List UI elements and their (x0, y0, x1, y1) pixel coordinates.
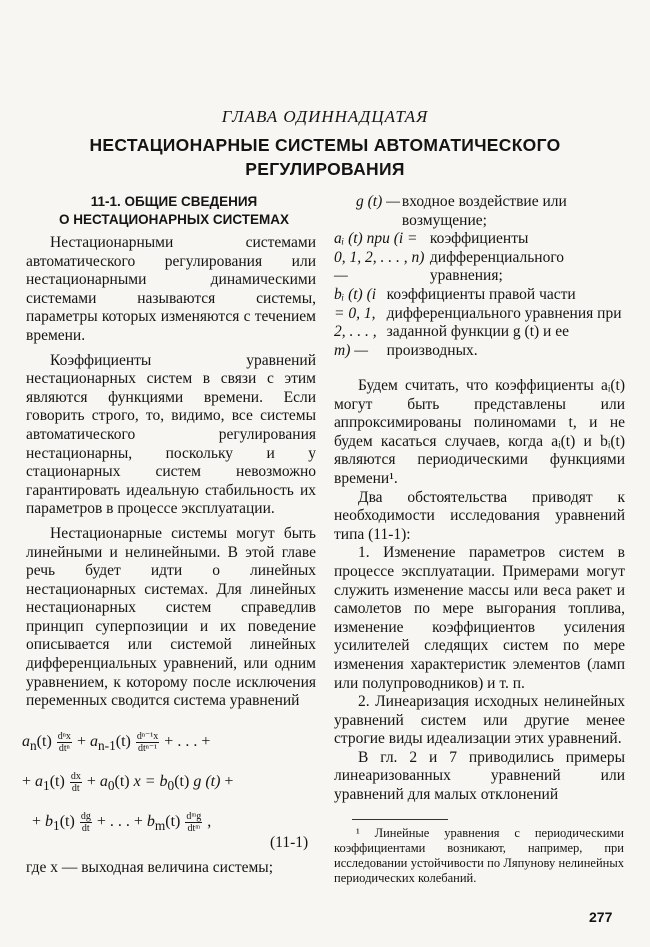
paragraph: 2. Линеаризация исходных нелинейных уравнений систем или другие менее строгие виды идеализации этих уравнений. (334, 693, 625, 748)
chapter-title-line-2: РЕГУЛИРОВАНИЯ (245, 159, 405, 179)
left-column-text (26, 234, 316, 711)
definition-item (334, 286, 626, 360)
footnote-rule (352, 819, 448, 820)
fraction: $\frac{dx}{dt}$ (70, 771, 81, 795)
paragraph: В гл. 2 и 7 приводились примеры линеаризованных уравнений или уравнений для малых отклонений (334, 748, 625, 804)
fraction: $\frac{\text{dⁿ⁻¹x}}{\text{dtⁿ⁻¹}}$ (136, 730, 159, 754)
section-heading-line-2: О НЕСТАЦИОНАРНЫХ СИСТЕМАХ (59, 212, 289, 227)
definition-term: aᵢ (t) при (i = 0, 1, 2, . . . , n) — (334, 230, 425, 285)
chapter-title (60, 133, 590, 181)
paragraph: Будем считать, что коэффициенты aᵢ(t) могут быть представлены или аппроксимированы полиномами t, и не будем касаться случаев, когда aᵢ(t) и bᵢ(t) являются периодическими функциями времени¹. (334, 377, 625, 487)
fraction: $\frac{dg}{dt}$ (80, 811, 91, 835)
definition-desc: коэффициенты правой части дифференциального уравнения при заданной функции g (t) и ее производных. (386, 285, 622, 359)
definition-desc: входное воздействие или возмущение; (401, 193, 567, 229)
chapter-title-line-1: НЕСТАЦИОНАРНЫЕ СИСТЕМЫ АВТОМАТИЧЕСКОГО (89, 135, 561, 155)
definition-list (334, 193, 626, 360)
equation-line-3: + $b_1(t)$ $\frac{dg}{dt}$ + . . . + $b_m(t)$ $\frac{\text{dᵐg}}{\text{dtᵐ}}$ , (32, 811, 212, 835)
footnote: ¹ Линейные уравнения с периодическими коэффициентами возникают, например, при исследовании устойчивости по Ляпунову нелинейных периодических колебаний. (334, 826, 624, 885)
equation-11-1 (22, 724, 322, 845)
equation-number: (11-1) (270, 834, 309, 851)
right-column-text (334, 377, 625, 805)
definition-item (334, 193, 626, 230)
paragraph: Нестационарными системами автоматического регулирования или нестационарными динамическими системами называются системы, параметры которых изменяются с течением времени. (26, 234, 316, 344)
definition-item (334, 230, 626, 286)
paragraph: Нестационарные системы могут быть линейными и нелинейными. В этой главе речь будет идти о линейных нестационарных системах. Для линейных нестационарных систем справедлив принцип суперпозиции и их поведение описывается или системой линейных дифференциальных уравнений, или одним уравнением, к которому после исключения переменных сводится система уравнений (26, 524, 316, 710)
paragraph: Коэффициенты уравнений нестационарных систем в связи с этим являются функциями времени. Если говорить строго, то, видимо, все системы автоматического регулирования нестационарны, поскольку и у стационарных систем невозможно гарантировать идеальную стабильность их параметров в процессе эксплуатации. (26, 351, 316, 518)
fraction: $\frac{\text{dᵐg}}{\text{dtᵐ}}$ (186, 811, 202, 835)
equation-line-2: + $a_1(t)$ $\frac{dx}{dt}$ + $a_0(t) x = b_0(t)$ g (t) + (22, 771, 234, 795)
section-heading-line-1: 11-1. ОБЩИЕ СВЕДЕНИЯ (90, 194, 258, 209)
where-clause: где x — выходная величина системы; (26, 859, 274, 876)
equation-line-1: $a_n(t)$ $\frac{\text{dⁿx}}{\text{dtⁿ}}$ + $a_{n-1}(t)$ $\frac{\text{dⁿ⁻¹x}}{\text{dtⁿ⁻¹}}$ + . . . + (22, 730, 211, 754)
chapter-label: ГЛАВА ОДИННАДЦАТАЯ (221, 107, 429, 126)
page-number: 277 (589, 909, 613, 925)
paragraph: 1. Изменение параметров систем в процессе эксплуатации. Примерами могут служить изменение массы или веса ракет и самолетов по мере выгорания топлива, изменение коэффициентов усиления усилителей следящих систем по мере изменения характеристик элементов (ламп или полупроводников) и т. п. (334, 544, 625, 692)
definition-term: g (t) — (356, 193, 400, 210)
paragraph: Два обстоятельства приводят к необходимости исследования уравнений типа (11-1): (334, 488, 625, 543)
fraction: $\frac{\text{dⁿx}}{\text{dtⁿ}}$ (57, 730, 71, 754)
definition-term: bᵢ (t) (i = 0, 1, 2, . . . , m) — (334, 285, 377, 359)
section-heading (24, 193, 324, 229)
definition-desc: коэффициенты дифференциального уравнения; (429, 230, 565, 285)
